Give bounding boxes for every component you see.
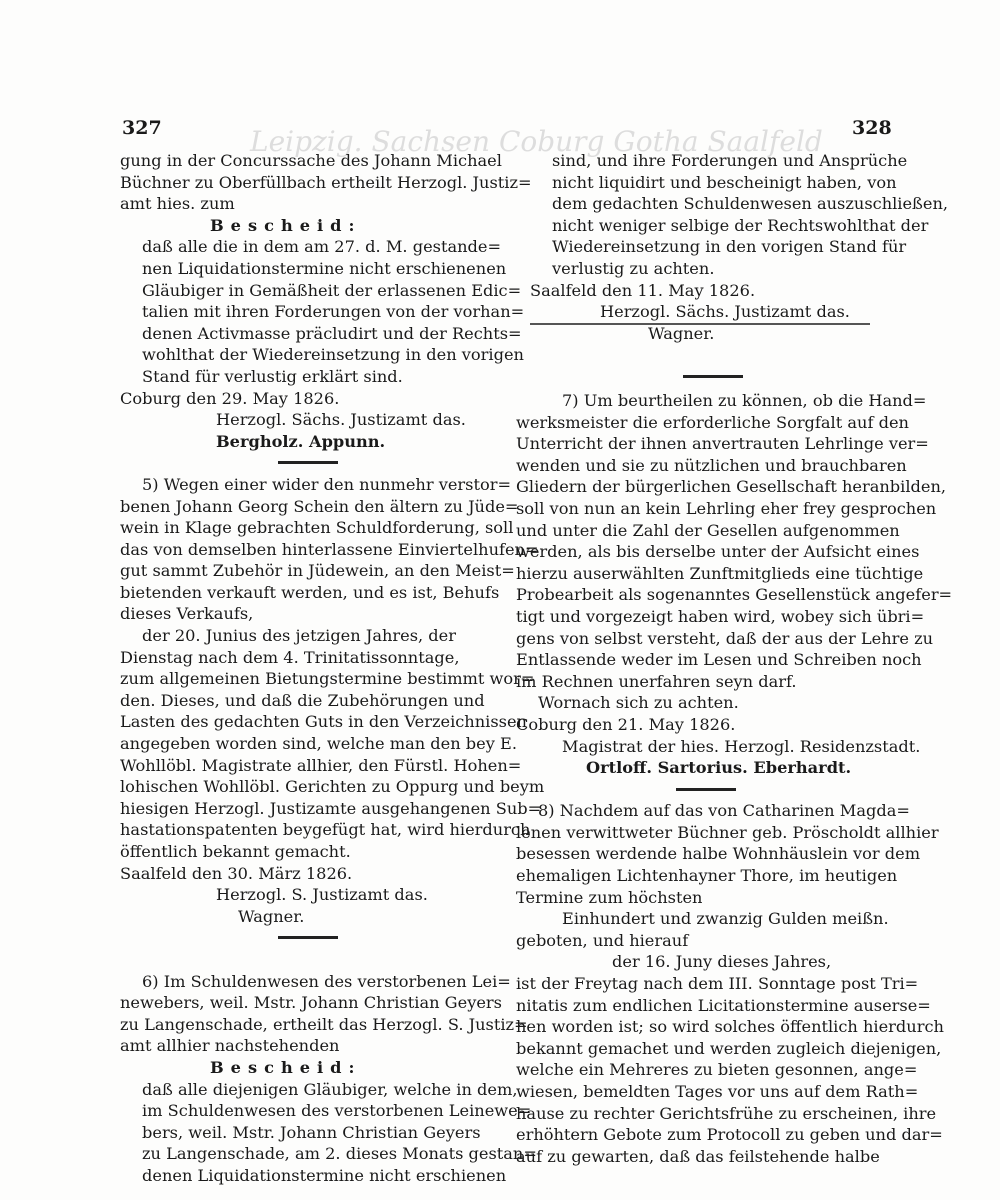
text-line: 7) Um beurtheilen zu können, ob die Hand= xyxy=(562,391,927,410)
right-column xyxy=(530,150,949,409)
text-line: Einhundert und zwanzig Gulden meißn. xyxy=(562,909,889,929)
text-line: benen Johann Georg Schein den ältern zu Jüde= xyxy=(120,496,519,516)
text-line: Stand für verlustig erklärt sind. xyxy=(142,366,403,386)
text-line: daß alle die in dem am 27. d. M. gestande= xyxy=(142,237,502,257)
text-line: amt hies. zum xyxy=(120,194,235,214)
text-line: im Rechnen unerfahren seyn darf. xyxy=(516,671,797,691)
left-column xyxy=(120,150,545,1187)
section-separator xyxy=(120,452,495,474)
signature-office: Herzogl. Sächs. Justizamt das. xyxy=(216,410,466,430)
text-line: amt allhier nachstehenden xyxy=(120,1036,340,1056)
text-line: Dienstag nach dem 4. Trinitatissonntage, xyxy=(120,647,460,667)
text-line: Wornach sich zu achten. xyxy=(538,693,739,713)
text-line: Lasten des gedachten Guts in den Verzeichnissen xyxy=(120,712,527,732)
signature-names: Wagner. xyxy=(648,323,715,343)
text-line: den. Dieses, und daß die Zubehörungen und xyxy=(120,690,485,710)
text-line: werksmeister die erforderliche Sorgfalt auf den xyxy=(516,412,909,432)
section-heading: Bescheid: xyxy=(210,215,362,235)
text-line: wiesen, bemeldten Tages vor uns auf dem Rath= xyxy=(516,1082,919,1101)
text-line: zum allgemeinen Bietungstermine bestimmt wor= xyxy=(120,669,535,689)
text-line: ist der Freytag nach dem III. Sonntage post Tri= xyxy=(516,974,919,994)
text-line: und unter die Zahl der Gesellen aufgenommen xyxy=(516,520,900,540)
text-line: Wohllöbl. Magistrate allhier, den Fürstl. Hohen= xyxy=(120,755,522,775)
text-line: zu Langenschade, ertheilt das Herzogl. S. Justiz= xyxy=(120,1014,528,1034)
text-line: werden, als bis derselbe unter der Aufsicht eines xyxy=(516,542,920,562)
text-line: Gläubiger in Gemäßheit der erlassenen Edic= xyxy=(142,280,522,300)
text-line: öffentlich bekannt gemacht. xyxy=(120,842,351,861)
text-line: ehemaligen Lichtenhayner Thore, im heutigen xyxy=(516,866,898,886)
text-line: gens von selbst versteht, daß der aus der Lehre zu xyxy=(516,628,934,648)
text-line: daß alle diejenigen Gläubiger, welche in dem, xyxy=(142,1079,518,1099)
text-line: Büchner zu Oberfüllbach ertheilt Herzogl. Justiz= xyxy=(120,172,532,192)
text-line: hen worden ist; so wird solches öffentlich hierdurch xyxy=(516,1017,944,1037)
text-line: hierzu auserwählten Zunftmitglieds eine tüchtige xyxy=(516,563,924,583)
text-line: Gliedern der bürgerlichen Gesellschaft heranbilden, xyxy=(516,477,947,497)
text-line: bers, weil. Mstr. Johann Christian Geyers xyxy=(142,1122,481,1142)
section-separator xyxy=(516,779,896,801)
text-line: geboten, und hierauf xyxy=(516,930,689,950)
text-line: hastationspatenten beygefügt hat, wird hierdurch xyxy=(120,820,531,840)
text-line: 8) Nachdem auf das von Catharinen Magda= xyxy=(538,801,910,821)
right-column-lower xyxy=(516,390,953,1167)
signature-office: Magistrat der hies. Herzogl. Residenzstadt. xyxy=(562,736,921,756)
text-line: talien mit ihren Forderungen von der vorhan= xyxy=(142,302,525,322)
text-line: erhöhtern Gebote zum Protocoll zu geben und dar= xyxy=(516,1125,943,1145)
date-line: Coburg den 21. May 1826. xyxy=(516,714,736,734)
text-line: Wiedereinsetzung in den vorigen Stand für xyxy=(552,237,907,257)
text-line: newebers, weil. Mstr. Johann Christian Geyers xyxy=(120,993,502,1013)
text-line: bekannt gemachet und werden zugleich diejenigen, xyxy=(516,1038,942,1058)
text-line: besessen werdende halbe Wohnhäuslein vor dem xyxy=(516,844,921,864)
text-line: sind, und ihre Forderungen und Ansprüche xyxy=(552,151,908,170)
text-line: 6) Im Schuldenwesen des verstorbenen Lei= xyxy=(142,971,511,991)
text-line: zu Langenschade, am 2. dieses Monats gestan= xyxy=(142,1144,537,1164)
text-line: Unterricht der ihnen anvertrauten Lehrlinge ver= xyxy=(516,434,929,454)
text-line: gung in der Concurssache des Johann Michael xyxy=(120,151,502,170)
section-separator xyxy=(120,927,495,949)
text-line: dieses Verkaufs, xyxy=(120,604,254,624)
text-line: verlustig zu achten. xyxy=(552,258,715,278)
text-line: lohischen Wohllöbl. Gerichten zu Oppurg und beym xyxy=(120,777,545,797)
text-line: Probearbeit als sogenanntes Gesellenstück angefer= xyxy=(516,585,953,605)
text-line: 5) Wegen einer wider den nunmehr verstor= xyxy=(142,474,512,494)
text-line: lenen verwittweter Büchner geb. Pröscholdt allhier xyxy=(516,822,939,842)
text-line: nen Liquidationstermine nicht erschienenen xyxy=(142,258,507,278)
bleed-through-text: Leipzig. Sachsen Coburg Gotha Saalfeld xyxy=(250,125,823,158)
text-line: nicht liquidirt und bescheinigt haben, von xyxy=(552,172,897,192)
text-line: hiesigen Herzogl. Justizamte ausgehangenen Sub= xyxy=(120,798,542,818)
section-heading: Bescheid: xyxy=(210,1057,362,1077)
text-line: denen Liquidationstermine nicht erschienen xyxy=(142,1165,507,1185)
signature-names: Bergholz. Appunn. xyxy=(216,431,386,451)
text-line: wohlthat der Wiedereinsetzung in den vorigen xyxy=(142,345,524,365)
section-separator xyxy=(530,366,895,388)
text-line: im Schuldenwesen des verstorbenen Leinewe= xyxy=(142,1101,532,1121)
text-line: Entlassende weder im Lesen und Schreiben noch xyxy=(516,650,922,670)
text-line: auf zu gewarten, daß das feilstehende halbe xyxy=(516,1146,880,1166)
page-number-right: 328 xyxy=(852,117,892,139)
text-line: denen Activmasse präcludirt und der Rechts= xyxy=(142,323,522,343)
date-line: Saalfeld den 11. May 1826. xyxy=(530,280,756,300)
text-line: wein in Klage gebrachten Schuldforderung, soll xyxy=(120,518,514,538)
text-line: soll von nun an kein Lehrling eher frey gesprochen xyxy=(516,498,937,518)
signature-names: Wagner. xyxy=(238,906,305,926)
text-line: welche ein Mehreres zu bieten gesonnen, ange= xyxy=(516,1060,918,1080)
text-line: dem gedachten Schuldenwesen auszuschließen, xyxy=(552,194,949,214)
signature-names: Ortloff. Sartorius. Eberhardt. xyxy=(586,758,852,778)
text-line: Termine zum höchsten xyxy=(516,887,703,907)
text-line: wenden und sie zu nützlichen und brauchbaren xyxy=(516,455,907,475)
signature-office: Herzogl. Sächs. Justizamt das. xyxy=(600,302,850,322)
date-line: Saalfeld den 30. März 1826. xyxy=(120,863,353,883)
text-line: hause zu rechter Gerichtsfrühe zu erscheinen, ihre xyxy=(516,1103,937,1123)
text-line: bietenden verkauft werden, und es ist, Behufs xyxy=(120,582,500,602)
signature-office: Herzogl. S. Justizamt das. xyxy=(216,885,428,905)
text-line: nicht weniger selbige der Rechtswohlthat der xyxy=(552,215,929,235)
text-line: gut sammt Zubehör in Jüdewein, an den Meist= xyxy=(120,561,515,581)
text-line: das von demselben hinterlassene Einviertelhufen= xyxy=(120,539,539,559)
text-line: tigt und vorgezeigt haben wird, wobey sich übri= xyxy=(516,606,925,626)
page-number-left: 327 xyxy=(122,117,162,139)
text-line: der 16. Juny dieses Jahres, xyxy=(612,952,832,972)
text-line: der 20. Junius des jetzigen Jahres, der xyxy=(142,626,456,646)
text-line: nitatis zum endlichen Licitationstermine auserse= xyxy=(516,995,931,1015)
date-line: Coburg den 29. May 1826. xyxy=(120,388,340,408)
text-line: angegeben worden sind, welche man den bey E. xyxy=(120,734,517,754)
